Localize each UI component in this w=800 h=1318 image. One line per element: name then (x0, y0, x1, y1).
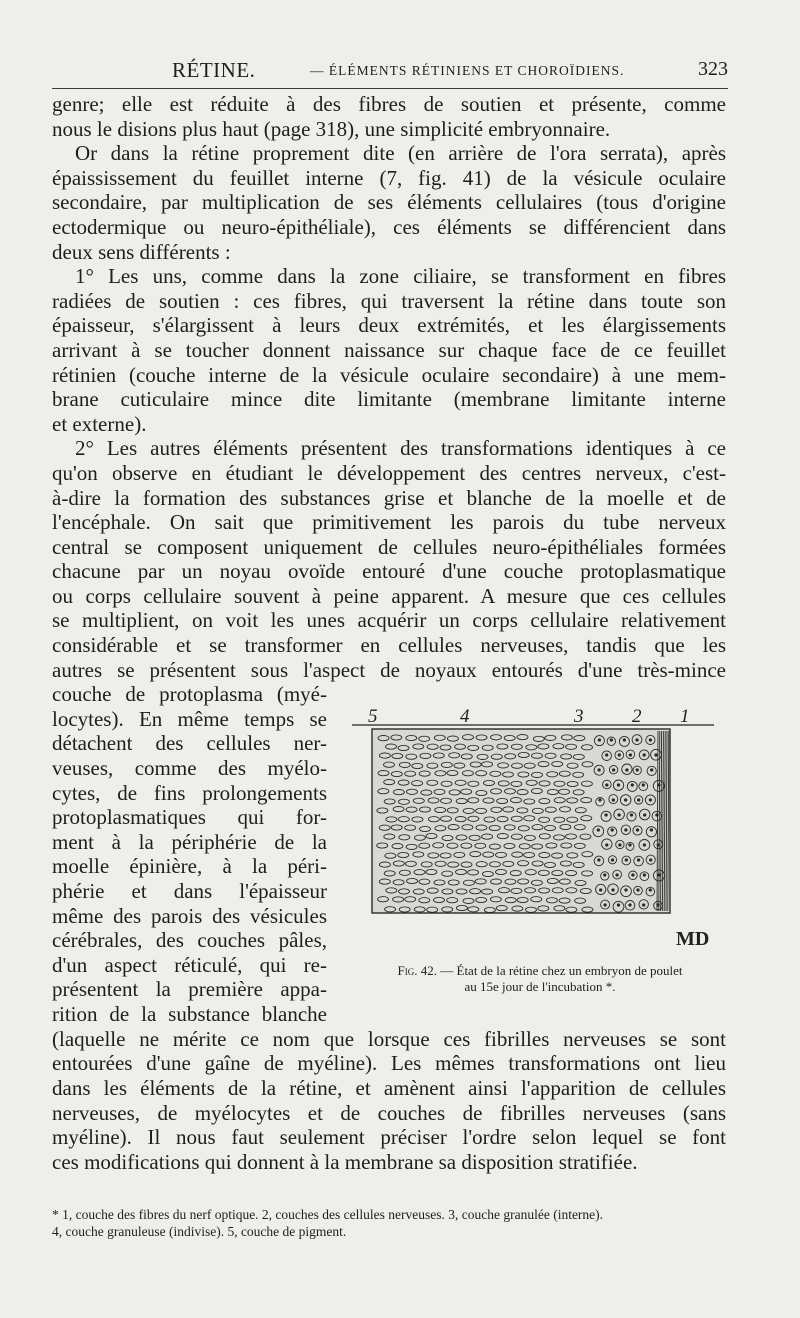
text-line: se multiplient, on voit les unes acquérir un corps cellulaire relativement (52, 608, 726, 633)
text-line: épaisseur, s'élargissent à leurs deux extrémités, et les élargissements (52, 313, 726, 338)
text-line: rétinien (couche interne de la vésicule oculaire secondaire) à une mem- (52, 362, 726, 387)
nerve-cell-nucleus-mark (623, 739, 625, 741)
footnote-line: * 1, couche des fibres du nerf optique. 2, couches des cellules nerveuses. 3, couche granulée (interne). (52, 1207, 604, 1222)
text-line: dans les éléments de la rétine, et amènent ainsi l'apparition de cellules (52, 1076, 726, 1101)
layer-numbers (352, 705, 728, 725)
nerve-cell-nucleus-mark (644, 814, 646, 816)
nerve-cell-nucleus-mark (643, 754, 645, 756)
text-line: considérable et se transformer en cellules nerveuses, tandis que les (52, 633, 726, 658)
paragraph-4 (52, 436, 726, 1174)
paragraph-1 (52, 92, 726, 141)
text-line: même des parois des vésicules (52, 903, 327, 928)
text-line: épaississement du feuillet interne (7, fig. 41) de la vésicule oculaire (52, 165, 726, 190)
nerve-cell-nucleus-mark (616, 874, 618, 876)
text-line: ces modifications qui donnent à la membrane sa disposition stratifiée. (52, 1149, 638, 1174)
figure-wrap-block (52, 707, 726, 1027)
text-line: veuses, comme des myélo- (52, 756, 327, 781)
text-line: autres se présentent sous l'aspect de noyaux entourés d'une très-mince (52, 657, 726, 682)
nerve-cell-nucleus-mark (650, 829, 652, 831)
nerve-cell-nucleus-mark (618, 754, 620, 756)
text-line: Or dans la rétine proprement dite (en arrière de l'ora serrata), après (75, 141, 726, 166)
nerve-cell-nucleus-mark (625, 829, 627, 831)
nerve-cell-nucleus-mark (612, 799, 614, 801)
text-line: protoplasmatiques qui for- (52, 805, 327, 830)
text-line: central se composent uniquement de cellules neuro-épithéliales formées (52, 534, 726, 559)
nerve-cell-nucleus-mark (617, 784, 619, 786)
nerve-cell-nucleus-mark (631, 784, 633, 786)
figure-caption (352, 963, 728, 995)
text-line: et externe). (52, 411, 147, 436)
illustrator-signature: MD (676, 927, 710, 950)
text-line: cérébrales, des couches pâles, (52, 928, 327, 953)
nerve-cell-nucleus-mark (632, 874, 634, 876)
text-line: arrivant à se toucher donnent naissance sur chaque face de ce feuillet (52, 337, 726, 362)
main-text (52, 92, 726, 1174)
nerve-cell-nucleus-mark (597, 829, 599, 831)
text-line: (laquelle ne mérite ce nom que lorsque ces fibrilles nerveuses se sont (52, 1026, 726, 1051)
text-line: secondaire, par multiplication de ses éléments cellulaires (tous d'origine (52, 190, 726, 215)
nerve-cell-nucleus-mark (642, 784, 644, 786)
text-line: brane cuticulaire mince dite limitante (membrane limitante interne (52, 387, 726, 412)
text-line: myéline). Il nous faut seulement préciser l'ordre selon lequel se font (52, 1125, 726, 1150)
nerve-cell-nucleus-mark (643, 874, 645, 876)
nerve-cell-nucleus-mark (650, 859, 652, 861)
nerve-cell-nucleus-mark (600, 889, 602, 891)
text-line: qu'on observe en étudiant le développement des centres nerveux, c'est- (52, 460, 726, 485)
text-line: détachent des cellules ner- (52, 731, 327, 756)
nerve-cell-nucleus-mark (629, 904, 631, 906)
layer-number: 3 (574, 705, 584, 727)
nerve-cell-nucleus-mark (636, 829, 638, 831)
text-line: 2° Les autres éléments présentent des transformations identiques à ce (75, 436, 726, 461)
text-line: l'encéphale. On sait que primitivement les parois du tube nerveux (52, 510, 726, 535)
nerve-cell-nucleus-mark (626, 769, 628, 771)
page-number: 323 (698, 58, 728, 80)
nerve-cell-nucleus-mark (605, 814, 607, 816)
text-line: moelle épinière, à la péri- (52, 854, 327, 879)
wrapped-text-column (52, 707, 327, 1027)
nerve-cell-nucleus-mark (611, 859, 613, 861)
caption-label: Fig. 42. (397, 962, 437, 978)
text-line: nerveuses, de myélocytes et de couches de fibrilles nerveuses (sans (52, 1100, 726, 1125)
nerve-cell-nucleus-mark (604, 904, 606, 906)
header-rule (52, 88, 728, 89)
caption-text-2: au 15e jour de l'incubation *. (464, 978, 616, 994)
nerve-cell-nucleus-mark (618, 814, 620, 816)
text-line: à-dire la formation des substances grise et blanche de la moelle et de (52, 485, 726, 510)
nerve-cell-nucleus-mark (625, 799, 627, 801)
nerve-cell-nucleus-mark (598, 739, 600, 741)
text-line: locytes). En même temps se (52, 706, 327, 731)
nerve-cell-nucleus-mark (619, 844, 621, 846)
text-line: rition de la substance blanche (52, 1001, 327, 1026)
nerve-cell-nucleus-mark (612, 889, 614, 891)
running-header (52, 58, 728, 84)
header-title: RÉTINE. (172, 58, 256, 82)
nerve-cell-nucleus-mark (606, 844, 608, 846)
text-line: radiées de soutien : ces fibres, qui traversent la rétine dans toute son (52, 288, 726, 313)
nerve-cell-nucleus-mark (637, 889, 639, 891)
paragraph-2 (52, 141, 726, 264)
nerve-cell-nucleus-mark (598, 859, 600, 861)
nerve-cell-nucleus-mark (625, 859, 627, 861)
text-line: deux sens différents : (52, 239, 231, 264)
text-line: présentent la première appa- (52, 977, 327, 1002)
nerve-cell-nucleus-mark (637, 859, 639, 861)
text-line: ou corps cellulaire souvent à peine apparent. A mesure que ces cellules (52, 583, 726, 608)
nerve-cell-nucleus-mark (611, 829, 613, 831)
nerve-cell-nucleus-mark (649, 739, 651, 741)
figure-42 (352, 707, 728, 1007)
footnote (52, 1206, 728, 1240)
layer-number: 4 (460, 705, 470, 727)
nerve-cell-nucleus-mark (629, 844, 631, 846)
nerve-cell-nucleus-mark (636, 769, 638, 771)
footnote-line: 4, couche granuleuse (indivise). 5, couche de pigment. (52, 1224, 347, 1239)
nerve-cell-nucleus-mark (636, 739, 638, 741)
text-line: cytes, de fins prolongements (52, 780, 327, 805)
text-line: chacune par un noyau ovoïde entouré d'une couche protoplasmatique (52, 559, 726, 584)
nerve-cell-nucleus-mark (606, 784, 608, 786)
nerve-cell-nucleus-mark (617, 904, 619, 906)
nerve-cell-nucleus-mark (638, 799, 640, 801)
paragraph-3 (52, 264, 726, 436)
nerve-cell-nucleus-mark (649, 799, 651, 801)
text-line: nous le disions plus haut (page 318), une simplicité embryonnaire. (52, 116, 611, 141)
retina-illustration (352, 723, 728, 959)
nerve-cell-nucleus-mark (630, 814, 632, 816)
nerve-cell-nucleus-mark (655, 754, 657, 756)
layer-number: 1 (680, 705, 690, 727)
text-line: phérie et dans l'épaisseur (52, 879, 327, 903)
text-line: d'un aspect réticulé, qui re- (52, 952, 327, 977)
nerve-cell-nucleus-mark (629, 754, 631, 756)
nerve-cell-nucleus-mark (625, 889, 627, 891)
text-line: ectodermique ou neuro-épithéliale), ces éléments se différencient dans (52, 214, 726, 239)
nerve-cell-nucleus-mark (606, 754, 608, 756)
text-line: genre; elle est réduite à des fibres de soutien et présente, comme (52, 92, 726, 116)
layer-number: 5 (368, 705, 378, 727)
text-line: entourées d'une gaîne de myéline). Les mêmes transformations ont lieu (52, 1051, 726, 1076)
header-subtitle: — ÉLÉMENTS RÉTINIENS ET CHOROÏDIENS. (310, 63, 625, 78)
nerve-cell-nucleus-mark (643, 844, 645, 846)
nerve-cell-nucleus-mark (598, 769, 600, 771)
nerve-cell-nucleus-mark (643, 904, 645, 906)
nerve-cell-nucleus-mark (604, 874, 606, 876)
nerve-cell-nucleus-mark (649, 889, 651, 891)
nerve-cell-nucleus-mark (612, 769, 614, 771)
text-line: ment à la périphérie de la (52, 829, 327, 854)
nerve-cell-nucleus-mark (610, 739, 612, 741)
text-line: 1° Les uns, comme dans la zone ciliaire, se transforment en fibres (75, 264, 726, 289)
text-line: couche de protoplasma (myé- (52, 682, 327, 707)
nerve-cell-nucleus-mark (651, 769, 653, 771)
layer-number: 2 (632, 705, 642, 727)
caption-text: — État de la rétine chez un embryon de poulet (440, 962, 683, 978)
nerve-cell-nucleus-mark (599, 799, 601, 801)
